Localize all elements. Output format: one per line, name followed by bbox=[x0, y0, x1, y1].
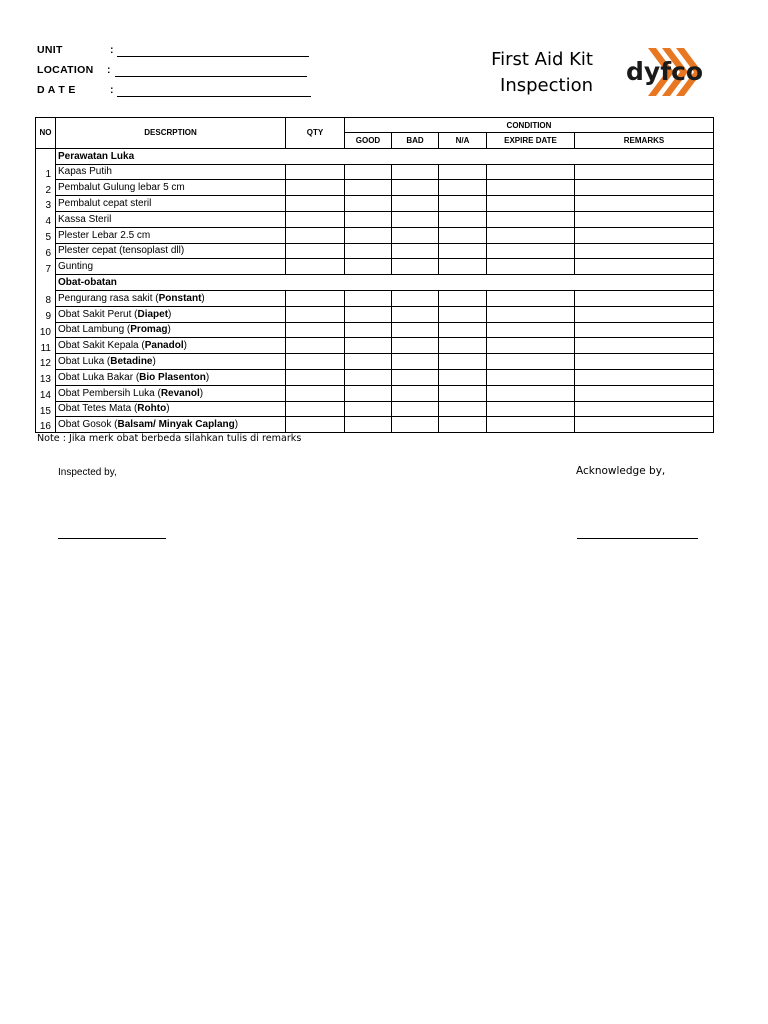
good-cell[interactable] bbox=[345, 417, 392, 433]
expire-date-cell[interactable] bbox=[487, 164, 575, 180]
good-cell[interactable] bbox=[345, 227, 392, 243]
qty-cell[interactable] bbox=[286, 338, 345, 354]
item-text: Kapas Putih bbox=[58, 166, 112, 178]
item-text: Kassa Steril bbox=[58, 213, 112, 225]
unit-label: UNIT bbox=[37, 44, 63, 56]
na-cell[interactable] bbox=[439, 259, 487, 275]
item-brand: Balsam/ Minyak Caplang bbox=[117, 419, 235, 431]
expire-date-cell[interactable] bbox=[487, 306, 575, 322]
table-row bbox=[36, 385, 714, 401]
item-description bbox=[56, 227, 286, 243]
qty-cell[interactable] bbox=[286, 385, 345, 401]
table-row bbox=[36, 322, 714, 338]
remarks-cell[interactable] bbox=[575, 164, 714, 180]
item-text: Plester Lebar 2.5 cm bbox=[58, 229, 151, 241]
row-number: 9 bbox=[36, 306, 56, 322]
expire-date-cell[interactable] bbox=[487, 227, 575, 243]
qty-cell[interactable] bbox=[286, 417, 345, 433]
col-remarks-header: REMARKS bbox=[575, 133, 714, 149]
item-description bbox=[56, 306, 286, 322]
remarks-cell[interactable] bbox=[575, 385, 714, 401]
table-row bbox=[36, 259, 714, 275]
good-cell[interactable] bbox=[345, 369, 392, 385]
col-condition-header: CONDITION bbox=[345, 118, 714, 133]
na-cell[interactable] bbox=[439, 385, 487, 401]
section-no-cell bbox=[36, 148, 56, 164]
item-text: Obat Sakit Kepala ( bbox=[58, 340, 145, 352]
remarks-cell[interactable] bbox=[575, 290, 714, 306]
bad-cell[interactable] bbox=[392, 417, 439, 433]
table-row bbox=[36, 417, 714, 433]
inspected-signature-line[interactable] bbox=[58, 537, 166, 539]
item-description bbox=[56, 259, 286, 275]
table-row bbox=[36, 338, 714, 354]
qty-cell[interactable] bbox=[286, 227, 345, 243]
inspection-table bbox=[35, 117, 714, 433]
qty-cell[interactable] bbox=[286, 354, 345, 370]
good-cell[interactable] bbox=[345, 164, 392, 180]
item-suffix: ) bbox=[152, 356, 156, 368]
item-description bbox=[56, 290, 286, 306]
qty-cell[interactable] bbox=[286, 401, 345, 417]
location-field bbox=[37, 64, 111, 76]
expire-date-cell[interactable] bbox=[487, 338, 575, 354]
expire-date-cell[interactable] bbox=[487, 322, 575, 338]
qty-cell[interactable] bbox=[286, 322, 345, 338]
na-cell[interactable] bbox=[439, 227, 487, 243]
unit-input-line[interactable] bbox=[117, 44, 309, 57]
remarks-cell[interactable] bbox=[575, 338, 714, 354]
good-cell[interactable] bbox=[345, 306, 392, 322]
na-cell[interactable] bbox=[439, 322, 487, 338]
item-brand: Promag bbox=[130, 324, 168, 336]
expire-date-cell[interactable] bbox=[487, 243, 575, 259]
item-suffix: ) bbox=[167, 324, 171, 336]
table-row bbox=[36, 164, 714, 180]
remarks-cell[interactable] bbox=[575, 259, 714, 275]
na-cell[interactable] bbox=[439, 306, 487, 322]
qty-cell[interactable] bbox=[286, 211, 345, 227]
item-brand: Panadol bbox=[144, 340, 184, 352]
col-description-header: DESCRPTION bbox=[56, 118, 286, 149]
date-field bbox=[37, 84, 114, 96]
na-cell[interactable] bbox=[439, 417, 487, 433]
table-row bbox=[36, 196, 714, 212]
bad-cell[interactable] bbox=[392, 243, 439, 259]
date-colon: : bbox=[110, 84, 114, 96]
row-number: 11 bbox=[36, 338, 56, 354]
item-description bbox=[56, 322, 286, 338]
good-cell[interactable] bbox=[345, 196, 392, 212]
good-cell[interactable] bbox=[345, 243, 392, 259]
na-cell[interactable] bbox=[439, 164, 487, 180]
item-text: Obat Luka Bakar ( bbox=[58, 371, 140, 383]
good-cell[interactable] bbox=[345, 322, 392, 338]
remarks-cell[interactable] bbox=[575, 243, 714, 259]
good-cell[interactable] bbox=[345, 338, 392, 354]
row-number: 4 bbox=[36, 211, 56, 227]
qty-cell[interactable] bbox=[286, 180, 345, 196]
na-cell[interactable] bbox=[439, 180, 487, 196]
item-text: Pembalut Gulung lebar 5 cm bbox=[58, 182, 185, 194]
item-suffix: ) bbox=[234, 419, 239, 431]
section-label: Perawatan Luka bbox=[56, 148, 714, 164]
acknowledge-by-label: Acknowledge by, bbox=[576, 465, 666, 477]
remarks-cell[interactable] bbox=[575, 306, 714, 322]
bad-cell[interactable] bbox=[392, 290, 439, 306]
item-suffix: ) bbox=[205, 371, 210, 383]
na-cell[interactable] bbox=[439, 211, 487, 227]
good-cell[interactable] bbox=[345, 354, 392, 370]
item-text: Obat Lambung ( bbox=[58, 324, 131, 336]
item-text: Obat Tetes Mata ( bbox=[58, 403, 138, 415]
section-row bbox=[36, 275, 714, 291]
bad-cell[interactable] bbox=[392, 306, 439, 322]
row-number: 16 bbox=[36, 417, 56, 433]
location-colon: : bbox=[107, 64, 111, 76]
item-text: Gunting bbox=[58, 261, 94, 273]
table-row bbox=[36, 401, 714, 417]
table-row bbox=[36, 227, 714, 243]
item-description bbox=[56, 385, 286, 401]
expire-date-cell[interactable] bbox=[487, 211, 575, 227]
item-description bbox=[56, 196, 286, 212]
section-label: Obat-obatan bbox=[56, 275, 714, 291]
na-cell[interactable] bbox=[439, 338, 487, 354]
location-input-line[interactable] bbox=[115, 64, 307, 77]
item-text: Pembalut cepat steril bbox=[58, 198, 152, 210]
item-brand: Betadine bbox=[110, 356, 153, 368]
good-cell[interactable] bbox=[345, 290, 392, 306]
row-number: 5 bbox=[36, 227, 56, 243]
expire-date-cell[interactable] bbox=[487, 401, 575, 417]
table-row bbox=[36, 354, 714, 370]
expire-date-cell[interactable] bbox=[487, 196, 575, 212]
na-cell[interactable] bbox=[439, 290, 487, 306]
item-suffix: ) bbox=[199, 387, 204, 399]
good-cell[interactable] bbox=[345, 385, 392, 401]
row-number: 8 bbox=[36, 290, 56, 306]
section-no-cell bbox=[36, 275, 56, 291]
expire-date-cell[interactable] bbox=[487, 369, 575, 385]
col-good-header: GOOD bbox=[345, 133, 392, 149]
date-input-line[interactable] bbox=[117, 84, 311, 97]
location-label: LOCATION bbox=[37, 64, 94, 76]
qty-cell[interactable] bbox=[286, 369, 345, 385]
unit-field bbox=[37, 44, 114, 56]
remarks-cell[interactable] bbox=[575, 211, 714, 227]
na-cell[interactable] bbox=[439, 354, 487, 370]
col-expire-header: EXPIRE DATE bbox=[487, 133, 575, 149]
item-text: Obat Gosok ( bbox=[58, 419, 118, 431]
item-description bbox=[56, 401, 286, 417]
bad-cell[interactable] bbox=[392, 227, 439, 243]
table-row bbox=[36, 369, 714, 385]
date-label: D A T E bbox=[37, 84, 76, 96]
item-description bbox=[56, 417, 286, 433]
remarks-cell[interactable] bbox=[575, 322, 714, 338]
bad-cell[interactable] bbox=[392, 211, 439, 227]
bad-cell[interactable] bbox=[392, 180, 439, 196]
col-bad-header: BAD bbox=[392, 133, 439, 149]
item-brand: Revanol bbox=[160, 387, 200, 399]
remarks-cell[interactable] bbox=[575, 180, 714, 196]
section-row bbox=[36, 148, 714, 164]
expire-date-cell[interactable] bbox=[487, 259, 575, 275]
item-description bbox=[56, 369, 286, 385]
row-number: 10 bbox=[36, 322, 56, 338]
table-row bbox=[36, 211, 714, 227]
bad-cell[interactable] bbox=[392, 196, 439, 212]
bad-cell[interactable] bbox=[392, 401, 439, 417]
row-number: 15 bbox=[36, 401, 56, 417]
qty-cell[interactable] bbox=[286, 306, 345, 322]
title-line-2: Inspection bbox=[500, 75, 593, 96]
good-cell[interactable] bbox=[345, 211, 392, 227]
dyfco-logo bbox=[626, 46, 712, 98]
remarks-cell[interactable] bbox=[575, 196, 714, 212]
item-text: Obat Pembersih Luka ( bbox=[58, 387, 161, 399]
expire-date-cell[interactable] bbox=[487, 180, 575, 196]
item-brand: Diapet bbox=[137, 308, 169, 320]
row-number: 6 bbox=[36, 243, 56, 259]
item-suffix: ) bbox=[201, 292, 205, 304]
remarks-cell[interactable] bbox=[575, 369, 714, 385]
remarks-cell[interactable] bbox=[575, 417, 714, 433]
item-text: Pengurang rasa sakit ( bbox=[58, 292, 159, 304]
good-cell[interactable] bbox=[345, 401, 392, 417]
bad-cell[interactable] bbox=[392, 164, 439, 180]
bad-cell[interactable] bbox=[392, 385, 439, 401]
item-description bbox=[56, 211, 286, 227]
logo-chevrons-icon bbox=[626, 46, 712, 98]
bad-cell[interactable] bbox=[392, 354, 439, 370]
qty-cell[interactable] bbox=[286, 259, 345, 275]
expire-date-cell[interactable] bbox=[487, 385, 575, 401]
item-description bbox=[56, 164, 286, 180]
expire-date-cell[interactable] bbox=[487, 417, 575, 433]
item-text: Plester cepat (tensoplast dll) bbox=[58, 245, 185, 257]
item-description bbox=[56, 338, 286, 354]
item-text: Obat Luka ( bbox=[58, 356, 111, 368]
bad-cell[interactable] bbox=[392, 259, 439, 275]
bad-cell[interactable] bbox=[392, 322, 439, 338]
unit-colon: : bbox=[110, 44, 114, 56]
remarks-cell[interactable] bbox=[575, 401, 714, 417]
remarks-note: Note : Jika merk obat berbeda silahkan tulis di remarks bbox=[37, 433, 302, 444]
item-description bbox=[56, 180, 286, 196]
item-brand: Rohto bbox=[137, 403, 167, 415]
table-row bbox=[36, 243, 714, 259]
qty-cell[interactable] bbox=[286, 164, 345, 180]
good-cell[interactable] bbox=[345, 259, 392, 275]
bad-cell[interactable] bbox=[392, 369, 439, 385]
na-cell[interactable] bbox=[439, 369, 487, 385]
good-cell[interactable] bbox=[345, 180, 392, 196]
row-number: 7 bbox=[36, 259, 56, 275]
qty-cell[interactable] bbox=[286, 196, 345, 212]
bad-cell[interactable] bbox=[392, 338, 439, 354]
na-cell[interactable] bbox=[439, 401, 487, 417]
row-number: 14 bbox=[36, 385, 56, 401]
row-number: 13 bbox=[36, 369, 56, 385]
expire-date-cell[interactable] bbox=[487, 354, 575, 370]
item-text: Obat Sakit Perut ( bbox=[58, 308, 138, 320]
qty-cell[interactable] bbox=[286, 243, 345, 259]
col-na-header: N/A bbox=[439, 133, 487, 149]
remarks-cell[interactable] bbox=[575, 354, 714, 370]
item-description bbox=[56, 243, 286, 259]
item-suffix: ) bbox=[168, 308, 172, 320]
item-suffix: ) bbox=[166, 403, 170, 415]
title-line-1: First Aid Kit bbox=[491, 49, 593, 70]
col-no-header: NO bbox=[36, 118, 56, 149]
row-number: 12 bbox=[36, 354, 56, 370]
table-row bbox=[36, 306, 714, 322]
acknowledge-signature-line[interactable] bbox=[577, 537, 698, 539]
na-cell[interactable] bbox=[439, 243, 487, 259]
row-number: 3 bbox=[36, 196, 56, 212]
na-cell[interactable] bbox=[439, 196, 487, 212]
expire-date-cell[interactable] bbox=[487, 290, 575, 306]
table-row bbox=[36, 180, 714, 196]
logo-text: dyfco bbox=[626, 57, 704, 86]
item-suffix: ) bbox=[183, 340, 187, 352]
item-brand: Ponstant bbox=[158, 292, 202, 304]
table-row bbox=[36, 290, 714, 306]
inspected-by-label: Inspected by, bbox=[58, 467, 117, 478]
item-description bbox=[56, 354, 286, 370]
col-qty-header: QTY bbox=[286, 118, 345, 149]
row-number: 1 bbox=[36, 164, 56, 180]
item-brand: Bio Plasenton bbox=[139, 371, 206, 383]
qty-cell[interactable] bbox=[286, 290, 345, 306]
table-body bbox=[36, 148, 714, 432]
remarks-cell[interactable] bbox=[575, 227, 714, 243]
row-number: 2 bbox=[36, 180, 56, 196]
